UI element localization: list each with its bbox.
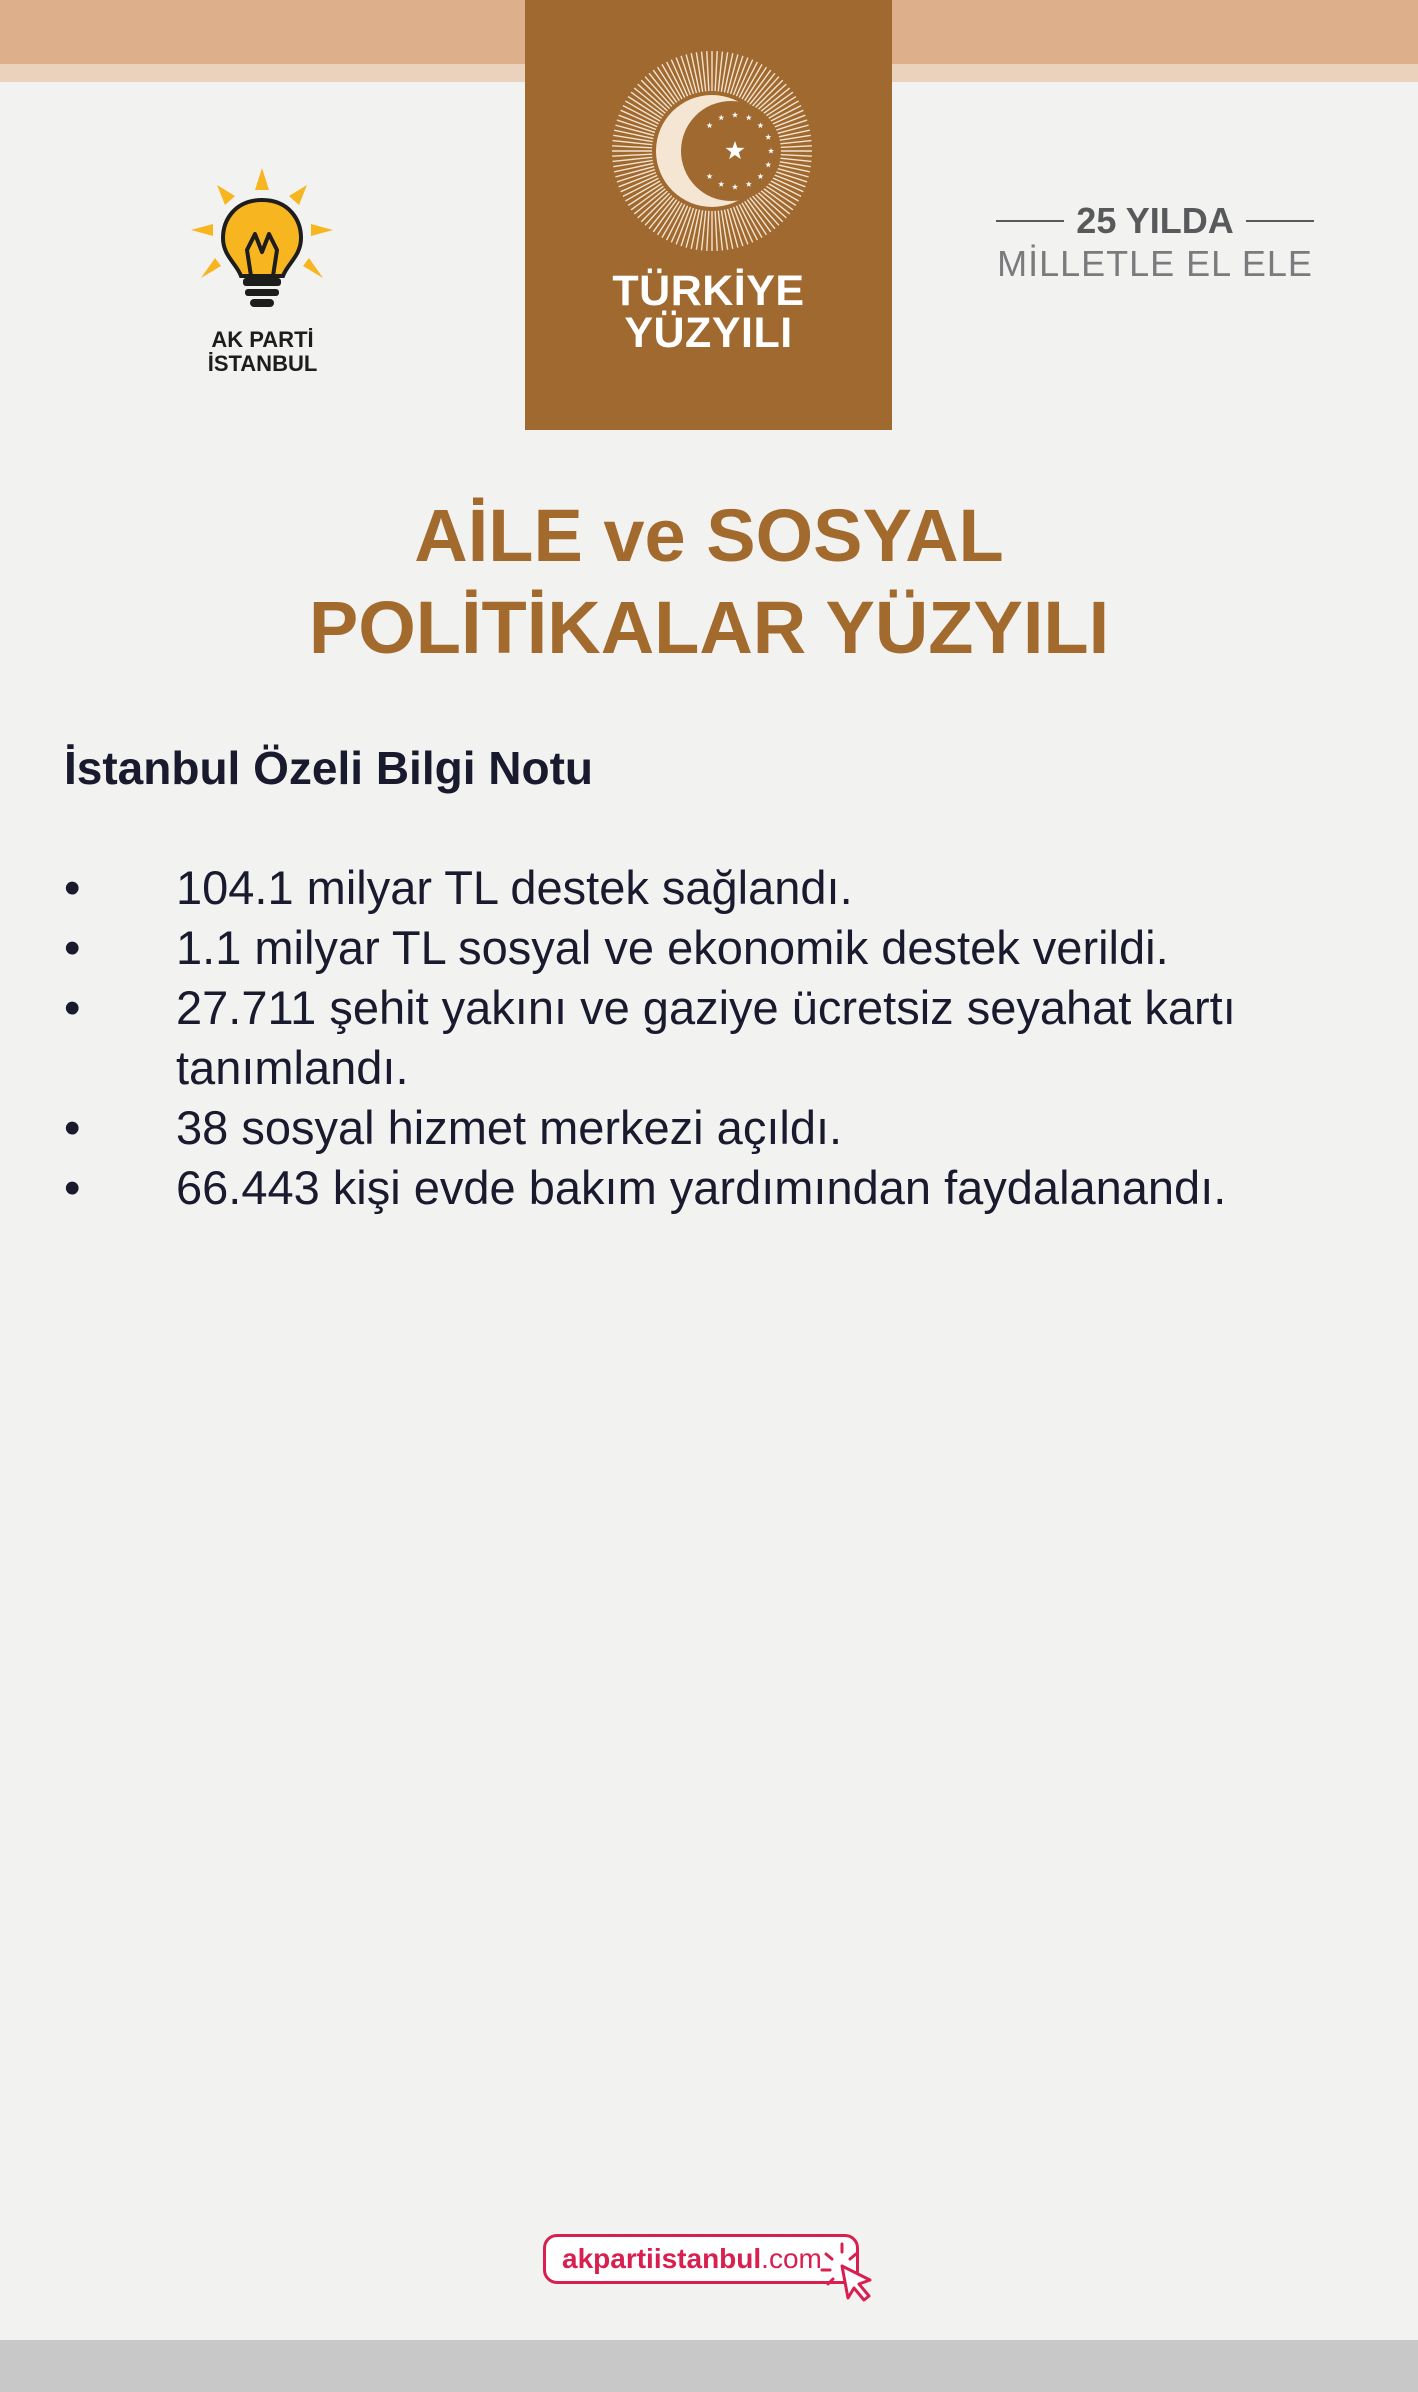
sunburst-ray <box>762 184 796 206</box>
sunburst-ray <box>707 211 709 251</box>
list-item <box>64 978 1364 1098</box>
list-item <box>64 858 1364 918</box>
brand-title-line2: YÜZYILI <box>624 309 793 357</box>
sunburst-ray <box>707 51 709 91</box>
slogan <box>975 200 1335 286</box>
list-item-text: 27.711 şehit yakını ve gaziye ücretsiz seyahat kartı tanımlandı. <box>176 981 1236 1094</box>
sunburst-ray <box>715 211 717 251</box>
bottom-band <box>0 2340 1418 2392</box>
website-main: akpartiistanbul <box>562 2243 762 2274</box>
lightbulb-icon <box>175 160 350 315</box>
headline-line2: POLİTİKALAR YÜZYILI <box>308 586 1110 669</box>
sunburst-ray <box>612 154 652 156</box>
list-item <box>64 918 1364 978</box>
sunburst-ray <box>745 201 767 235</box>
sunburst-ray <box>628 184 662 206</box>
list-item-text: 38 sosyal hizmet merkezi açıldı. <box>176 1101 843 1154</box>
ak-parti-logo <box>175 160 350 390</box>
bullet-marker: • <box>64 981 81 1034</box>
subtitle: İstanbul Özeli Bilgi Notu <box>64 742 593 794</box>
crescent-star-sunburst-icon <box>607 46 817 256</box>
website-tld: .com <box>761 2243 822 2274</box>
bullet-list <box>64 858 1364 1218</box>
sunburst-ray <box>612 146 652 148</box>
turkiye-yuzyili-badge <box>525 0 892 430</box>
brand-title-line1: TÜRKİYE <box>612 267 805 315</box>
sunburst-ray <box>658 67 680 101</box>
sunburst-ray <box>628 97 662 119</box>
logo-text-line1: AK PARTİ <box>211 327 314 352</box>
bullet-marker: • <box>64 1101 81 1154</box>
slogan-line2: MİLLETLE EL ELE <box>997 243 1313 284</box>
list-item-text: 66.443 kişi evde bakım yardımından faydalanandı. <box>176 1161 1227 1214</box>
headline-line1: AİLE ve SOSYAL <box>414 494 1004 577</box>
sunburst-ray <box>715 51 717 91</box>
sunburst-ray <box>762 97 796 119</box>
bullet-marker: • <box>64 1161 81 1214</box>
bullet-marker: • <box>64 921 81 974</box>
cursor-click-icon <box>812 2238 882 2304</box>
slogan-line1: 25 YILDA <box>1076 200 1234 241</box>
logo-text-line2: İSTANBUL <box>207 351 318 376</box>
list-item <box>64 1158 1364 1218</box>
sunburst-ray <box>745 67 767 101</box>
list-item-text: 104.1 milyar TL destek sağlandı. <box>176 861 853 914</box>
website-text[interactable] <box>562 2244 822 2274</box>
bullet-marker: • <box>64 861 81 914</box>
list-item <box>64 1098 1364 1158</box>
slogan-rule-right <box>1246 220 1314 222</box>
list-item-text: 1.1 milyar TL sosyal ve ekonomik destek verildi. <box>176 921 1169 974</box>
slogan-rule-left <box>996 220 1064 222</box>
slogan-line1-row <box>975 200 1335 242</box>
sunburst-ray <box>658 201 680 235</box>
